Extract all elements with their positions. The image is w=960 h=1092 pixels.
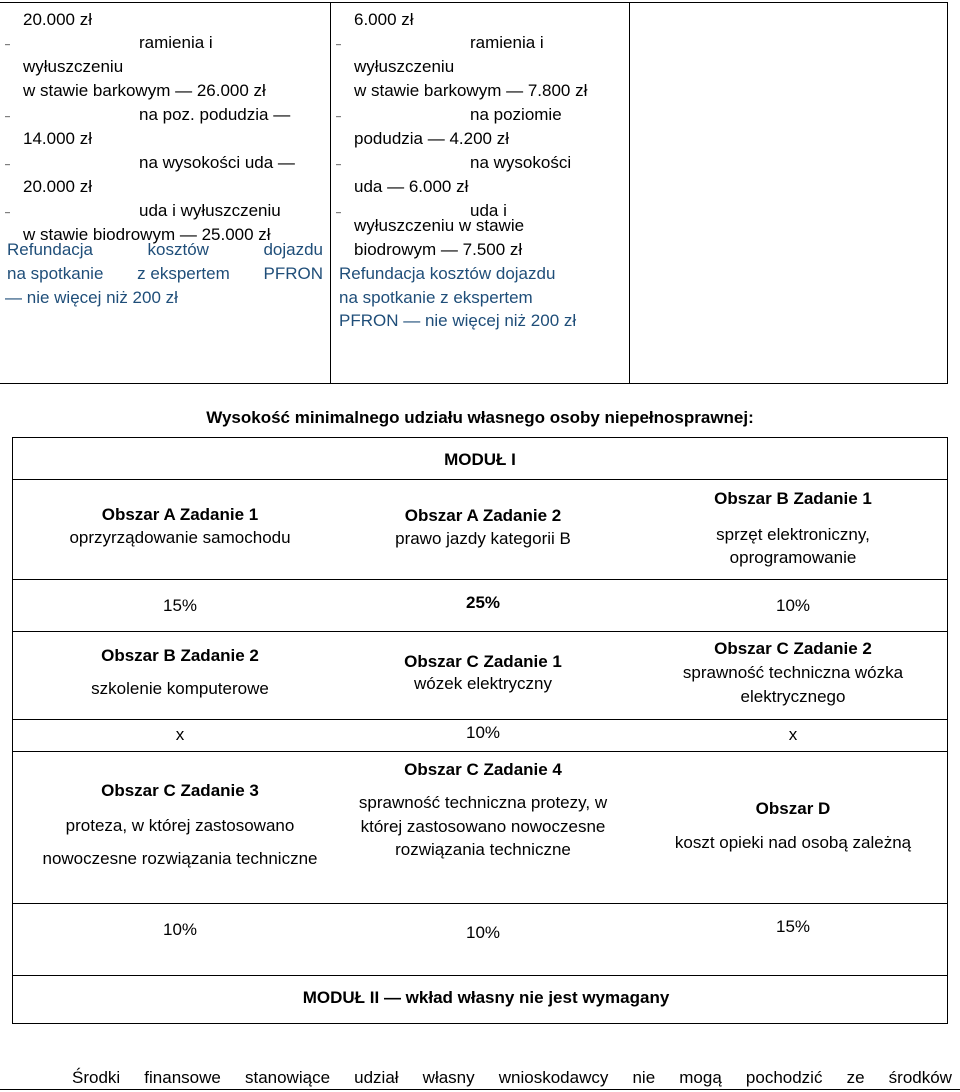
price: 7.500 zł [462, 240, 523, 259]
dash-icon: – [336, 39, 342, 49]
dash-icon: – [336, 159, 342, 169]
percentage-value: x [175, 725, 185, 744]
list-item [5, 31, 213, 57]
paragraph-word: stanowiące [244, 1068, 331, 1087]
dash-icon: – [5, 39, 11, 49]
item-line: na poz. podudzia — [139, 105, 291, 124]
item-text: wyłuszczeniu w stawie [354, 216, 525, 235]
percentage-value: 10% [465, 923, 501, 942]
item-text: wyłuszczeniu [23, 57, 124, 76]
cell-description: koszt opieki nad osobą zależną [674, 833, 912, 852]
percentage-value: 10% [162, 920, 198, 939]
percentage-value: x [788, 725, 798, 744]
table-divider [13, 479, 947, 480]
paragraph-word: środków [888, 1068, 952, 1087]
percentage-value: 10% [775, 596, 811, 615]
cell-description: elektrycznego [740, 687, 846, 706]
refund-word: z ekspertem [137, 264, 230, 283]
paragraph-word: finansowe [144, 1068, 221, 1087]
item-text: w stawie biodrowym [23, 225, 176, 244]
paragraph-word: nie [632, 1068, 656, 1087]
cell-description: proteza, w której zastosowano [65, 816, 295, 835]
cell-title: Obszar D [755, 799, 831, 818]
refund-word: Refundacja [7, 240, 94, 259]
paragraph-word: wnioskodawcy [498, 1068, 609, 1087]
top-table-column-1 [0, 3, 331, 383]
table-divider [13, 719, 947, 720]
item-line: w stawie biodrowym — 25.000 zł [23, 225, 271, 244]
cell-description: której zastosowano nowoczesne [360, 817, 606, 836]
cell-title: Obszar A Zadanie 2 [404, 506, 562, 525]
list-item [336, 103, 562, 129]
item-text: uda [354, 177, 383, 196]
refund-word: nie więcej niż 200 zł [424, 311, 577, 330]
item-line: biodrowym — 7.500 zł [354, 240, 523, 259]
table-divider [13, 631, 947, 632]
dash-icon: – [5, 111, 11, 121]
item-text: w stawie barkowym [23, 81, 171, 100]
item-line: w stawie barkowym — 7.800 zł [354, 81, 588, 100]
cell-description: wózek elektryczny [414, 674, 552, 693]
table-divider [13, 903, 947, 904]
page-rule [0, 1089, 960, 1090]
price: 14.000 zł [23, 129, 92, 148]
item-text: biodrowym [354, 240, 437, 259]
item-text: na poz. podudzia [139, 105, 269, 124]
dash-icon: – [5, 159, 11, 169]
dash-icon: – [336, 207, 342, 217]
list-item [336, 151, 572, 177]
module-2-title: MODUŁ II [302, 988, 380, 1007]
list-item [5, 103, 291, 129]
list-item [5, 151, 295, 177]
paragraph-word: Środki [72, 1068, 121, 1087]
refund-line: Refundacja kosztów dojazdu [339, 264, 556, 283]
dash-icon: – [5, 207, 11, 217]
price: 20.000 zł [23, 177, 92, 196]
item-line: na wysokości uda — [139, 153, 295, 172]
cell-title: Obszar B Zadanie 2 [101, 646, 259, 665]
refund-line: na spotkanie z ekspertem [339, 288, 533, 307]
cell-description: oprzyrządowanie samochodu [69, 528, 291, 547]
price: 26.000 zł [196, 81, 266, 100]
item-text: podudzia [354, 129, 424, 148]
table-divider [13, 751, 947, 752]
cell-title: Obszar C Zadanie 3 [101, 781, 259, 800]
item-text: uda i wyłuszczeniu [139, 201, 281, 220]
cell-title: Obszar C Zadanie 1 [404, 652, 562, 671]
list-item [5, 199, 281, 225]
list-item [336, 199, 507, 225]
cell-description: nowoczesne rozwiązania techniczne [42, 849, 318, 868]
item-text: uda i [470, 201, 507, 220]
item-text: wyłuszczeniu [354, 57, 455, 76]
refund-word: PFRON [339, 311, 399, 330]
paragraph-word: udział [354, 1068, 399, 1087]
module-table [12, 437, 948, 1024]
module-1-title: MODUŁ I [444, 450, 516, 469]
percentage-value: 15% [775, 917, 811, 936]
refund-line: — nie więcej niż 200 zł [5, 288, 178, 307]
dash-icon: – [336, 111, 342, 121]
cell-description: sprawność techniczna protezy, w [358, 793, 608, 812]
cell-description: rozwiązania techniczne [395, 840, 571, 859]
item-line: podudzia — 4.200 zł [354, 129, 510, 148]
price: 4.200 zł [449, 129, 510, 148]
top-table-column-2 [331, 3, 630, 383]
table-divider [13, 975, 947, 976]
percentage-value: 25% [465, 593, 501, 612]
cell-description: sprawność techniczna wózka [682, 663, 904, 682]
item-text: ramienia i [470, 33, 544, 52]
item-text: ramienia i [139, 33, 213, 52]
table-divider [13, 579, 947, 580]
top-table-column-3 [630, 3, 947, 383]
cell-description: szkolenie komputerowe [91, 679, 269, 698]
item-text: w stawie barkowym [354, 81, 502, 100]
paragraph-word: mogą [679, 1068, 722, 1087]
item-line: w stawie barkowym — 26.000 zł [23, 81, 266, 100]
module-2-text: wkład własny nie jest wymagany [405, 988, 670, 1007]
price: 6.000 zł [408, 177, 469, 196]
price: 6.000 zł [354, 10, 414, 29]
price-line [23, 8, 92, 32]
paragraph-word: ze [846, 1068, 865, 1087]
cell-title: Obszar A Zadanie 1 [101, 505, 259, 524]
item-line: uda — 6.000 zł [354, 177, 469, 196]
item-text: na wysokości uda [139, 153, 274, 172]
percentage-value: 10% [465, 723, 501, 742]
refund-line [7, 262, 323, 286]
top-table [0, 2, 948, 384]
price: 25.000 zł [201, 225, 271, 244]
refund-word: na spotkanie [7, 264, 104, 283]
section-heading: Wysokość minimalnego udziału własnego osoby niepełnosprawnej: [206, 408, 754, 427]
cell-title: Obszar C Zadanie 2 [714, 639, 872, 658]
percentage-value: 15% [162, 596, 198, 615]
cell-description: oprogramowanie [729, 548, 857, 567]
cell-title: Obszar C Zadanie 4 [404, 760, 562, 779]
cell-description: prawo jazdy kategorii B [395, 529, 571, 548]
bottom-paragraph [72, 1068, 952, 1088]
refund-line [7, 238, 323, 262]
module-2-line: MODUŁ II — wkład własny nie jest wymagany [302, 988, 670, 1007]
paragraph-word: pochodzić [745, 1068, 823, 1087]
cell-description: sprzęt elektroniczny, [716, 525, 870, 544]
refund-line: PFRON — nie więcej niż 200 zł [339, 311, 577, 330]
price: 20.000 zł [23, 10, 92, 29]
item-text: na wysokości [470, 153, 572, 172]
refund-word: nie więcej niż 200 zł [26, 288, 178, 307]
refund-word: dojazdu [263, 240, 323, 259]
list-item [336, 31, 544, 57]
paragraph-word: własny [422, 1068, 475, 1087]
item-text: na poziomie [470, 105, 562, 124]
price: 7.800 zł [527, 81, 588, 100]
cell-title: Obszar B Zadanie 1 [714, 489, 872, 508]
refund-word: PFRON [263, 264, 323, 283]
refund-word: kosztów [147, 240, 209, 259]
